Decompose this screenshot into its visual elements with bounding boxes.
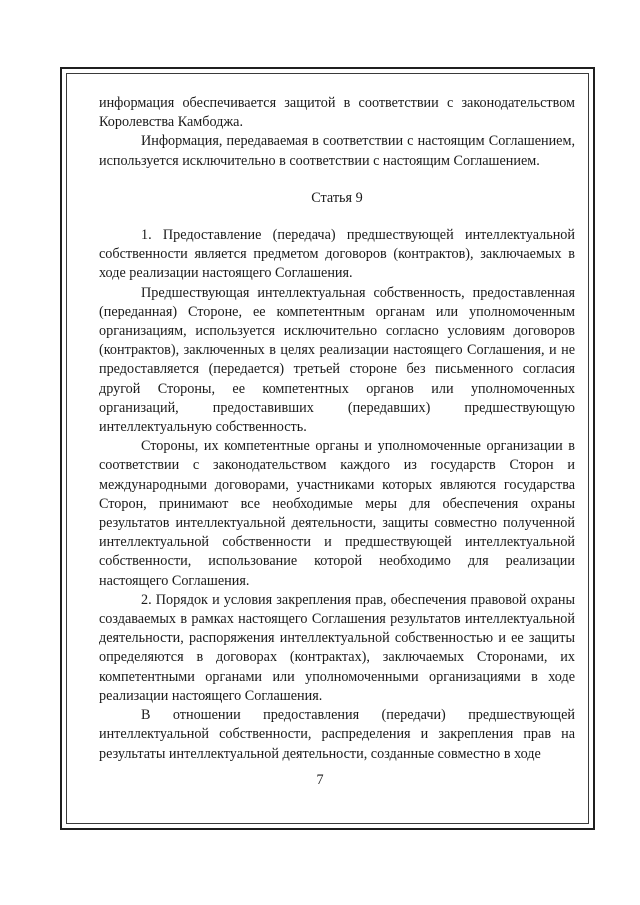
paragraph-article-5: В отношении предоставления (передачи) предшествующей интеллектуальной собственности, распределения и закрепления прав на результаты интеллектуальной деятельности, созданные совместно в ходе	[99, 707, 575, 762]
paragraph-article-2: Предшествующая интеллектуальная собственность, предоставленная (переданная) Стороне, ее компетентным органам или уполномоченным организациям, используется исключительно согласно условиям договоров (контрактов), заключенных в целях реализации настоящего Соглашения, и не предоставляется (передается) третьей стороне без письменного согласия другой Стороны, ее компетентных органов или уполномоченных организаций, предоставивших (передавших) предшествующую интеллектуальную собственность.	[99, 284, 575, 436]
paragraph-article-3: Стороны, их компетентные органы и уполномоченные организации в соответствии с законодательством каждого из государств Сторон и международными договорами, участниками которых являются государства Сторон, принимают все необходимые меры для обеспечения охраны результатов интеллектуальной деятельности, защиты совместно полученной интеллектуальной собственности и предшествующей интеллектуальной собственности, использование которой необходимо для реализации настоящего Соглашения.	[99, 438, 575, 589]
article-heading: Статья 9	[311, 189, 363, 206]
document-body	[99, 94, 575, 764]
paragraph-top-2: Информация, передаваемая в соответствии с настоящим Соглашением, используется исключительно в соответствии с настоящим Соглашением.	[99, 133, 575, 169]
paragraph-article-1: 1. Предоставление (передача) предшествующей интеллектуальной собственности является предметом договоров (контрактов), заключаемых в ходе реализации настоящего Соглашения.	[99, 227, 575, 282]
paragraph-article-4: 2. Порядок и условия закрепления прав, обеспечения правовой охраны создаваемых в рамках настоящего Соглашения результатов интеллектуальной деятельности, распоряжения интеллектуальной собственностью и ее защиты определяются в договорах (контрактах), заключаемых Сторонами, их компетентными органами или уполномоченными организациями в ходе реализации настоящего Соглашения.	[99, 591, 575, 704]
paragraph-top-1: информация обеспечивается защитой в соответствии с законодательством Королевства Камбоджа.	[99, 95, 575, 131]
page-number: 7	[316, 772, 324, 788]
